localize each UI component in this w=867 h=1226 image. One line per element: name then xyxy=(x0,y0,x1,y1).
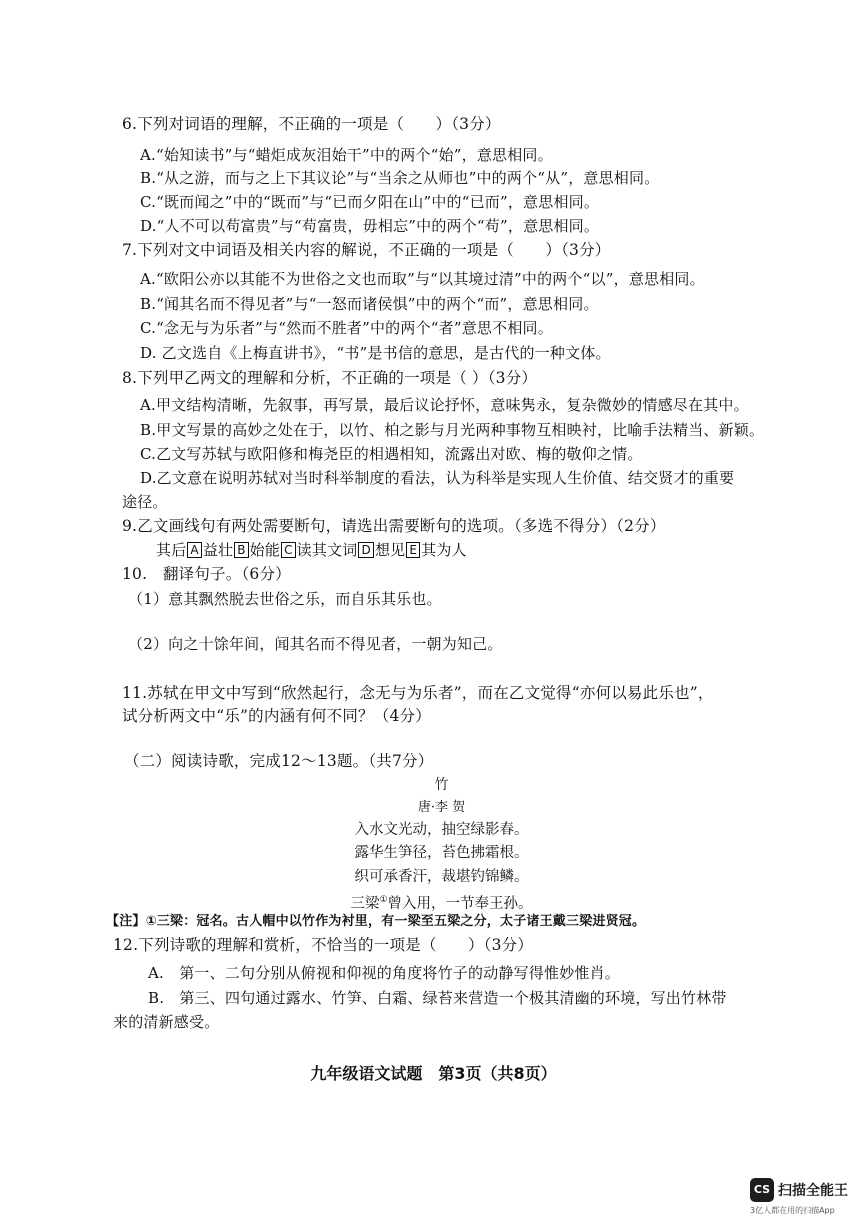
q12-option-a: A. 第一、二句分别从俯视和仰视的角度将竹子的动静写得惟妙惟肖。 xyxy=(148,964,621,982)
q8-stem: 8.下列甲乙两文的理解和分析，不正确的一项是（ ）（3分） xyxy=(122,369,538,387)
q9-mark-a[interactable]: A xyxy=(187,542,201,558)
q11-stem-line1: 11.苏轼在甲文中写到“欣然起行，念无与为乐者”，而在乙文觉得“亦何以易此乐也”， xyxy=(122,684,714,702)
section-heading: （二）阅读诗歌，完成12～13题。（共7分） xyxy=(124,752,434,770)
watermark-name: 扫描全能王 xyxy=(778,1183,848,1199)
q9-stem: 9.乙文画线句有两处需要断句，请选出需要断句的选项。（多选不得分）（2分） xyxy=(122,517,666,535)
q8-option-c: C.乙文写苏轼与欧阳修和梅尧臣的相遇相知，流露出对欧、梅的敬仰之情。 xyxy=(140,445,643,463)
q11-stem-line2: 试分析两文中“乐”的内涵有何不同？（4分） xyxy=(122,707,431,725)
poem-line-4-start: 三梁 xyxy=(350,895,380,912)
page-footer: 九年级语文试题 第3页（共8页） xyxy=(310,1064,557,1083)
footnote-marker: ① xyxy=(379,895,388,905)
q6-option-b: B.“从之游，而与之上下其议论”与“当余之从师也”中的两个“从”，意思相同。 xyxy=(140,169,660,187)
q6-option-c: C.“既而闻之”中的“既而”与“已而夕阳在山”中的“已而”，意思相同。 xyxy=(140,193,600,211)
footnote: 【注】①三梁：冠名。古人帽中以竹作为衬里，有一梁至五梁之分，太子诸王戴三梁进贤冠。 xyxy=(106,914,646,929)
q10-sentence-2: （2）向之十馀年间，闻其名而不得见者，一朝为知己。 xyxy=(128,635,503,653)
poem-author: 唐·李 贺 xyxy=(417,800,466,815)
q7-option-c: C.“念无与为乐者”与“然而不胜者”中的两个“者”意思不相同。 xyxy=(140,319,553,337)
poem-title: 竹 xyxy=(434,777,449,793)
q9-segment: 益壮 xyxy=(202,541,234,559)
q6-option-a: A.“始知读书”与“蜡炬成灰泪始干”中的两个“始”，意思相同。 xyxy=(140,146,553,164)
poem-line-4-end: 曾入用，一节奉王孙。 xyxy=(387,895,533,912)
q10-sentence-1: （1）意其飘然脱去世俗之乐，而自乐其乐也。 xyxy=(128,590,442,608)
q10-stem: 10. 翻译句子。（6分） xyxy=(122,565,291,583)
poem-line-2: 露华生笋径，苔色拂霜根。 xyxy=(354,845,529,861)
q9-segment: 其后 xyxy=(156,541,187,559)
q12-option-b-line2: 来的清新感受。 xyxy=(113,1013,220,1031)
watermark-tagline: 3亿人都在用的扫描App xyxy=(750,1206,835,1215)
scanner-watermark xyxy=(750,1178,860,1218)
q8-option-d-line1: D.乙文意在说明苏轼对当时科举制度的看法，认为科举是实现人生价值、结交贤才的重要 xyxy=(140,469,735,487)
poem-line-3: 织可承香汗，裁堪钓锦鳞。 xyxy=(354,869,529,885)
q6-option-d: D.“人不可以苟富贵”与“苟富贵，毋相忘”中的两个“苟”，意思相同。 xyxy=(140,217,600,235)
q9-segment: 其为人 xyxy=(421,541,467,559)
q9-sentence xyxy=(156,540,467,560)
q9-mark-e[interactable]: E xyxy=(406,542,420,558)
q12-stem: 12.下列诗歌的理解和赏析，不恰当的一项是（ ）（3分） xyxy=(113,936,534,954)
q9-segment: 始能 xyxy=(249,541,281,559)
q9-mark-c[interactable]: C xyxy=(281,542,296,558)
q8-option-d-line2: 途径。 xyxy=(122,493,168,511)
q8-option-b: B.甲文写景的高妙之处在于，以竹、柏之影与月光两种事物互相映衬，比喻手法精当、新颖。 xyxy=(140,421,765,439)
q6-stem: 6.下列对词语的理解，不正确的一项是（ ）（3分） xyxy=(122,115,501,133)
q9-segment: 想见 xyxy=(374,541,406,559)
poem-line-4 xyxy=(8,890,867,914)
q7-stem: 7.下列对文中词语及相关内容的解说，不正确的一项是（ ）（3分） xyxy=(122,241,611,259)
camscanner-logo-icon: CS xyxy=(750,1178,774,1202)
q9-segment: 读其文词 xyxy=(296,541,358,559)
q8-option-a: A.甲文结构清晰，先叙事，再写景，最后议论抒怀，意味隽永，复杂微妙的情感尽在其中。 xyxy=(140,396,749,414)
q7-option-d: D. 乙文选自《上梅直讲书》，“书”是书信的意思，是古代的一种文体。 xyxy=(140,344,611,362)
poem-line-1: 入水文光动，抽空绿影春。 xyxy=(354,822,529,838)
q7-option-a: A.“欧阳公亦以其能不为世俗之文也而取”与“以其境过清”中的两个“以”，意思相同。 xyxy=(140,270,705,288)
q12-option-b-line1: B. 第三、四句通过露水、竹笋、白霜、绿苔来营造一个极其清幽的环境，写出竹林带 xyxy=(148,989,727,1007)
q7-option-b: B.“闻其名而不得见者”与“一怒而诸侯惧”中的两个“而”，意思相同。 xyxy=(140,295,599,313)
q9-mark-b[interactable]: B xyxy=(234,542,248,558)
q9-mark-d[interactable]: D xyxy=(358,542,373,558)
